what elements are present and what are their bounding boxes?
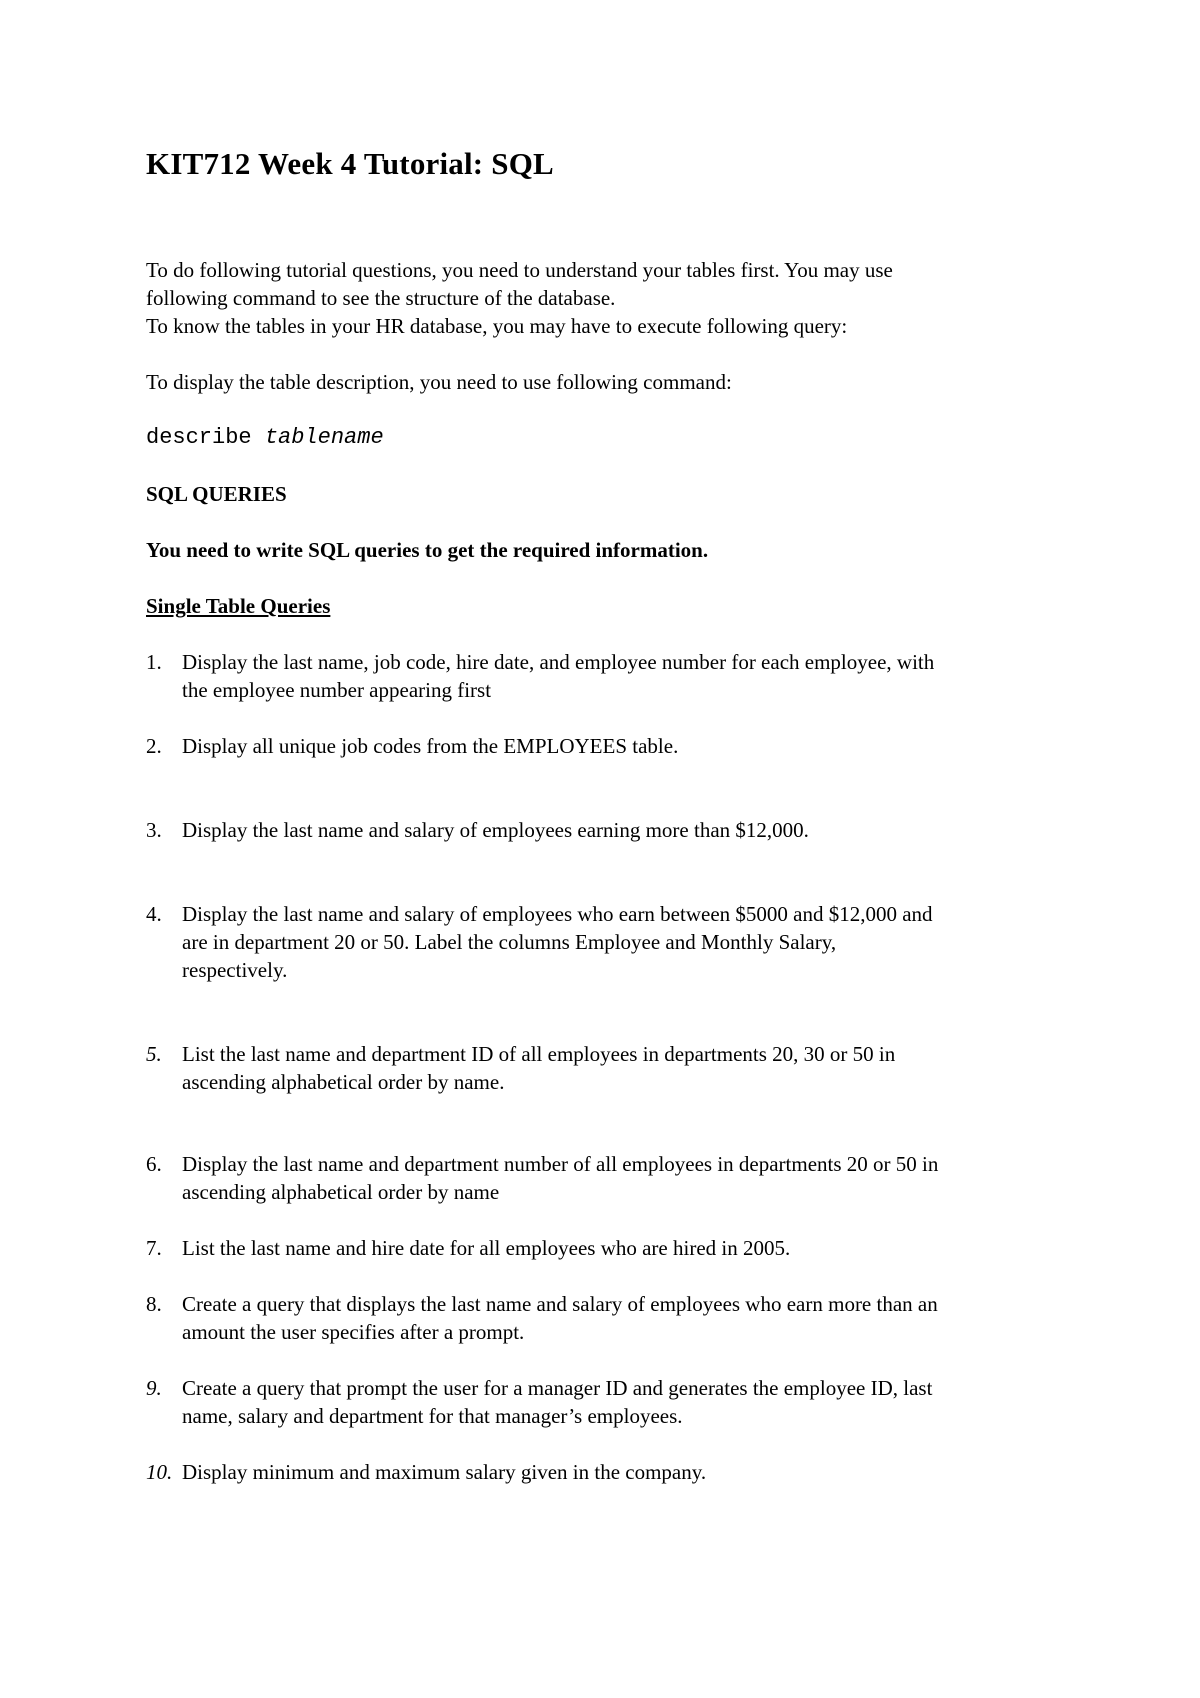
question-text <box>182 1234 1082 1262</box>
section-heading-single-table: Single Table Queries <box>146 594 331 618</box>
question-line: ascending alphabetical order by name. <box>182 1070 505 1094</box>
question-line: the employee number appearing first <box>182 678 492 702</box>
question-line: name, salary and department for that manager’s employees. <box>182 1404 683 1428</box>
question-line: Display the last name and salary of employees earning more than $12,000. <box>182 818 809 842</box>
question-text <box>182 648 1082 704</box>
question-line: amount the user specifies after a prompt. <box>182 1320 525 1344</box>
intro-line-2: following command to see the structure of the database. <box>146 286 616 310</box>
describe-command <box>146 424 384 452</box>
question-number: 6. <box>146 1152 162 1176</box>
section-heading-sql-queries: SQL QUERIES <box>146 482 287 506</box>
question-text <box>182 900 1082 984</box>
question-text <box>182 1290 1082 1346</box>
question-number: 8. <box>146 1292 162 1316</box>
question-text <box>182 1374 1082 1430</box>
question-line: Display the last name and department number of all employees in departments 20 or 50 in <box>182 1152 939 1176</box>
question-number: 5. <box>146 1042 162 1066</box>
question-text <box>182 732 1082 760</box>
question-number: 7. <box>146 1236 162 1260</box>
question-number: 3. <box>146 818 162 842</box>
question-text <box>182 816 1082 844</box>
intro-line-3: To know the tables in your HR database, you may have to execute following query: <box>146 314 848 338</box>
question-number: 9. <box>146 1376 162 1400</box>
question-number: 4. <box>146 902 162 926</box>
question-number: 2. <box>146 734 162 758</box>
question-number: 1. <box>146 650 162 674</box>
question-text <box>182 1458 1082 1486</box>
command-argument: tablename <box>264 425 384 450</box>
intro-line-1: To do following tutorial questions, you need to understand your tables first. You may use <box>146 258 893 282</box>
question-line: Display minimum and maximum salary given in the company. <box>182 1460 707 1484</box>
question-line: Display the last name, job code, hire date, and employee number for each employee, with <box>182 650 935 674</box>
question-line: respectively. <box>182 958 288 982</box>
intro-line-4: To display the table description, you need to use following command: <box>146 370 732 394</box>
question-line: Create a query that displays the last name and salary of employees who earn more than an <box>182 1292 938 1316</box>
command-keyword: describe <box>146 425 252 450</box>
question-line: Display the last name and salary of employees who earn between $5000 and $12,000 and <box>182 902 933 926</box>
question-text <box>182 1150 1082 1206</box>
question-line: ascending alphabetical order by name <box>182 1180 500 1204</box>
question-line: Display all unique job codes from the EMPLOYEES table. <box>182 734 679 758</box>
question-number: 10. <box>146 1460 173 1484</box>
page-title: KIT712 Week 4 Tutorial: SQL <box>146 146 554 181</box>
question-line: List the last name and department ID of all employees in departments 20, 30 or 50 in <box>182 1042 896 1066</box>
instruction-text: You need to write SQL queries to get the required information. <box>146 538 709 562</box>
question-text <box>182 1040 1082 1096</box>
question-line: are in department 20 or 50. Label the columns Employee and Monthly Salary, <box>182 930 837 954</box>
question-line: Create a query that prompt the user for a manager ID and generates the employee ID, last <box>182 1376 933 1400</box>
question-line: List the last name and hire date for all employees who are hired in 2005. <box>182 1236 791 1260</box>
